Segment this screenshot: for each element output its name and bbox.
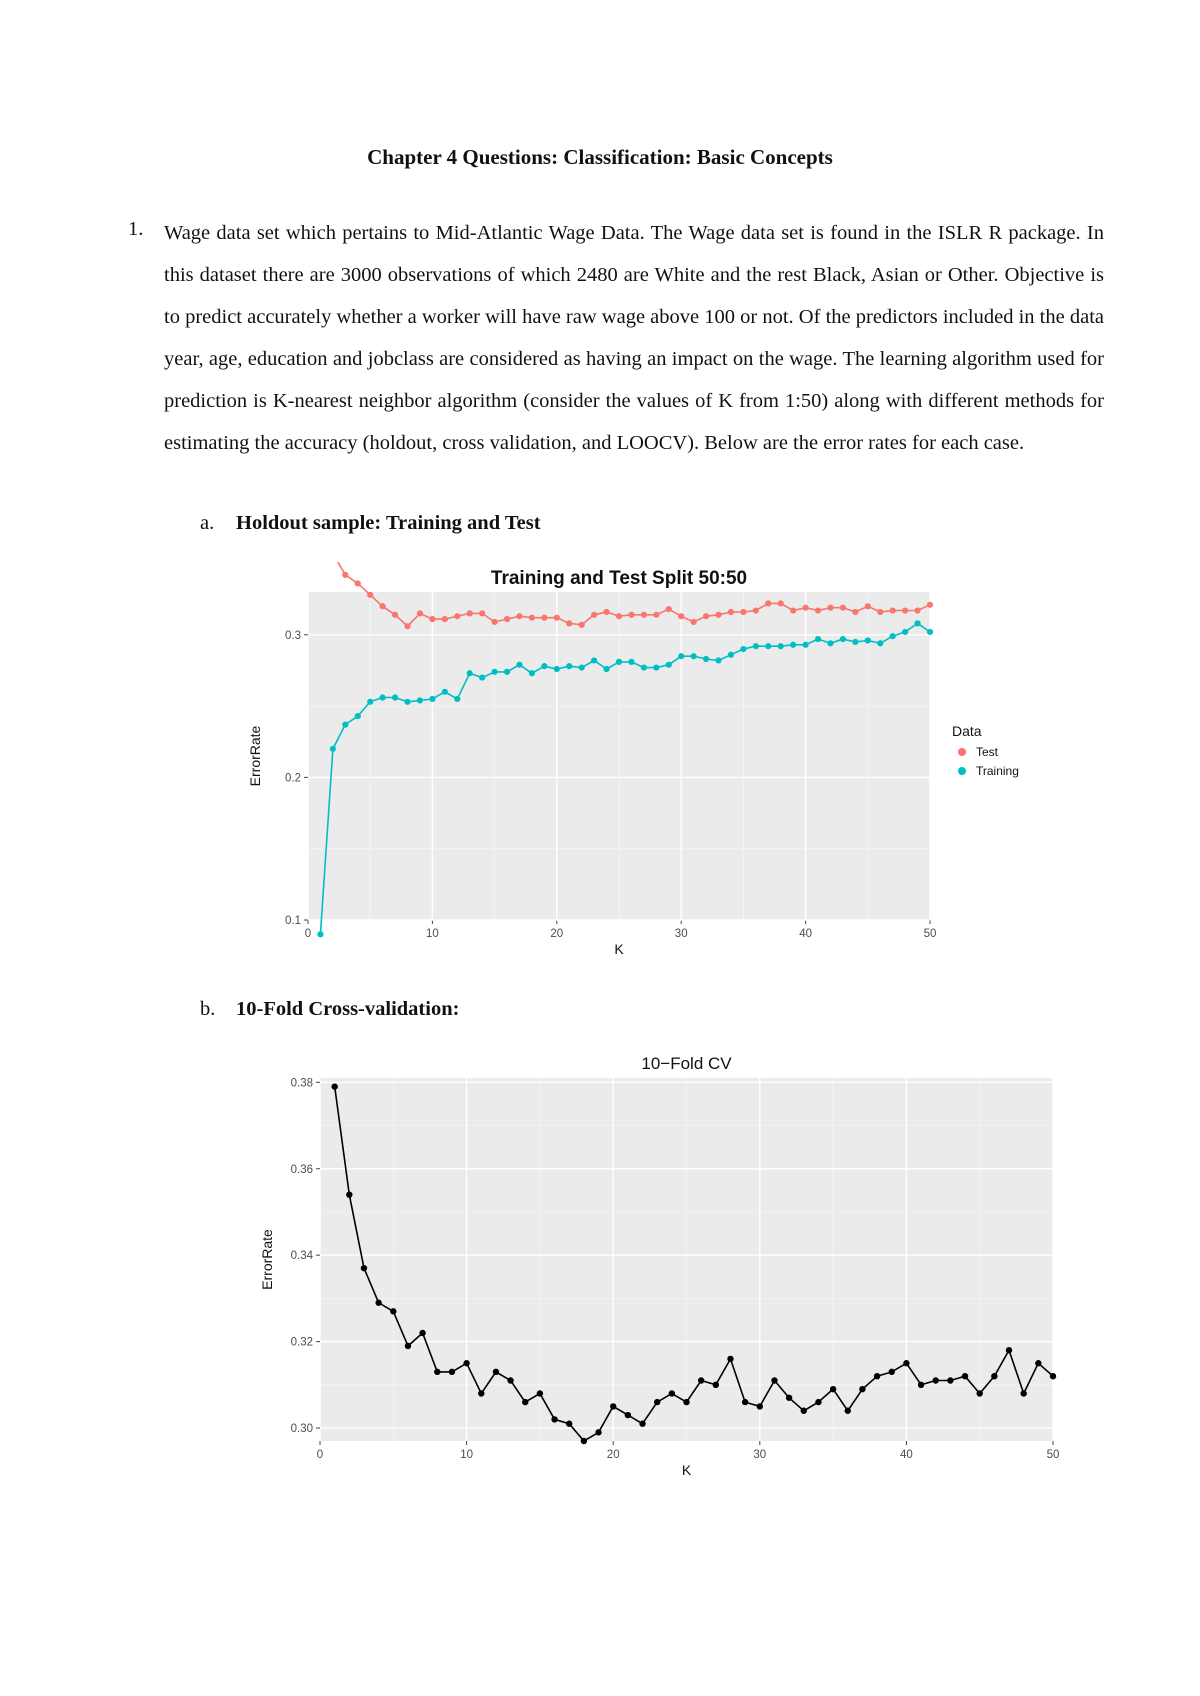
data-point-cv [654, 1399, 660, 1405]
data-point-cv [742, 1399, 748, 1405]
data-point-test [628, 612, 634, 618]
data-point-cv [390, 1308, 396, 1314]
x-tick-label: 20 [550, 928, 564, 940]
question-text: Wage data set which pertains to Mid-Atlantic Wage Data. The Wage data set is found in the ISLR R package. In this dataset there are 3000 observations of which 2480 are White and the rest Black, Asian or Other. Objective is to predict accurately whether a worker will have raw wage above 100 or not. Of the predictors included in the data year, age, education and jobclass are considered as having an impact on the wage. The learning algorithm used for prediction is K-nearest neighbor algorithm (consider the values of K from 1:50) along with different methods for estimating the accuracy (holdout, cross validation, and LOOCV). Below are the error rates for each case. [164, 222, 1104, 454]
data-point-cv [463, 1360, 469, 1366]
data-point-test [467, 610, 473, 616]
data-point-test [728, 609, 734, 615]
data-point-training [317, 931, 323, 937]
data-point-training [790, 642, 796, 648]
data-point-cv [537, 1390, 543, 1396]
data-point-training [803, 642, 809, 648]
data-point-training [529, 670, 535, 676]
data-point-test [902, 607, 908, 613]
data-point-cv [903, 1360, 909, 1366]
data-point-cv [918, 1382, 924, 1388]
data-point-test [492, 619, 498, 625]
data-point-training [579, 664, 585, 670]
y-tick-label: 0.30 [290, 1423, 313, 1436]
data-point-cv [566, 1421, 572, 1427]
x-tick-label: 50 [1046, 1449, 1060, 1461]
data-point-test [815, 607, 821, 613]
data-point-training [367, 699, 373, 705]
data-point-test [616, 613, 622, 619]
chart-title: Training and Test Split 50:50 [490, 568, 748, 589]
data-point-test [703, 613, 709, 619]
x-tick-label: 30 [674, 928, 688, 940]
data-point-cv [815, 1399, 821, 1405]
data-point-test [840, 605, 846, 611]
data-point-training [827, 640, 833, 646]
data-point-cv [947, 1377, 953, 1383]
data-point-training [454, 696, 460, 702]
data-point-cv [786, 1395, 792, 1401]
x-tick-label: 10 [460, 1449, 473, 1461]
data-point-training [330, 746, 336, 752]
data-point-training [678, 653, 684, 659]
data-point-cv [801, 1408, 807, 1414]
data-point-cv [507, 1377, 513, 1383]
data-point-training [703, 656, 709, 662]
data-point-test [554, 615, 560, 621]
data-point-training [691, 653, 697, 659]
data-point-cv [683, 1399, 689, 1405]
data-point-cv [375, 1300, 381, 1306]
data-point-test [678, 613, 684, 619]
data-point-test [454, 613, 460, 619]
data-point-test [342, 572, 348, 578]
data-point-cv [771, 1377, 777, 1383]
data-point-training [467, 670, 473, 676]
section-a-heading: Holdout sample: Training and Test [236, 512, 541, 534]
data-point-training [914, 620, 920, 626]
section-b-heading: 10-Fold Cross-validation: [236, 998, 460, 1020]
data-point-training [628, 659, 634, 665]
data-point-training [566, 663, 572, 669]
data-point-training [342, 722, 348, 728]
data-point-training [865, 637, 871, 643]
y-tick-label: 0.32 [290, 1336, 313, 1349]
x-tick-label: 10 [426, 928, 439, 940]
legend-title: Data [952, 723, 982, 739]
data-point-cv [639, 1421, 645, 1427]
x-tick-label: 30 [753, 1449, 767, 1461]
data-point-test [827, 605, 833, 611]
data-point-training [778, 643, 784, 649]
data-point-test [753, 607, 759, 613]
holdout-chart [240, 562, 1080, 962]
data-point-test [541, 615, 547, 621]
data-point-cv [874, 1373, 880, 1379]
data-point-cv [669, 1390, 675, 1396]
data-point-training [641, 664, 647, 670]
data-point-training [504, 669, 510, 675]
data-point-training [603, 666, 609, 672]
legend-label-training: Training [976, 764, 1019, 778]
data-point-test [740, 609, 746, 615]
data-point-training [392, 694, 398, 700]
data-point-cv [581, 1438, 587, 1444]
data-point-training [355, 713, 361, 719]
data-point-test [927, 602, 933, 608]
y-tick-label: 0.3 [285, 629, 301, 642]
data-point-training [591, 657, 597, 663]
data-point-cv [346, 1191, 352, 1197]
data-point-cv [434, 1369, 440, 1375]
data-point-cv [331, 1083, 337, 1089]
y-axis-label: ErrorRate [247, 725, 263, 787]
chart-title: 10−Fold CV [641, 1054, 732, 1073]
question-number: 1. [128, 218, 144, 240]
data-point-test [715, 612, 721, 618]
data-point-training [442, 689, 448, 695]
data-point-cv [551, 1416, 557, 1422]
data-point-cv [859, 1386, 865, 1392]
y-axis-label: ErrorRate [259, 1229, 275, 1290]
data-point-cv [493, 1369, 499, 1375]
data-point-training [380, 694, 386, 700]
y-tick-label: 0.1 [285, 915, 301, 927]
data-point-test [504, 616, 510, 622]
data-point-cv [991, 1373, 997, 1379]
data-point-training [666, 662, 672, 668]
data-point-test [591, 612, 597, 618]
data-point-test [852, 609, 858, 615]
data-point-test [380, 603, 386, 609]
data-point-cv [845, 1408, 851, 1414]
data-point-training [429, 696, 435, 702]
data-point-test [877, 609, 883, 615]
data-point-cv [889, 1369, 895, 1375]
legend-label-test: Test [976, 745, 999, 759]
data-point-test [367, 592, 373, 598]
cv-chart [230, 1045, 1080, 1495]
data-point-training [740, 646, 746, 652]
data-point-training [852, 639, 858, 645]
x-tick-label: 50 [923, 928, 937, 940]
data-point-cv [405, 1343, 411, 1349]
legend-key-training [958, 767, 966, 775]
data-point-test [790, 607, 796, 613]
data-point-test [529, 615, 535, 621]
data-point-training [815, 636, 821, 642]
data-point-test [516, 613, 522, 619]
legend-key-test [958, 748, 966, 756]
data-point-test [865, 603, 871, 609]
data-point-test [890, 607, 896, 613]
data-point-cv [933, 1377, 939, 1383]
x-tick-label: 20 [606, 1449, 620, 1461]
data-point-training [479, 674, 485, 680]
x-axis-label: K [681, 1462, 692, 1478]
data-point-test [641, 612, 647, 618]
data-point-test [691, 619, 697, 625]
data-point-cv [727, 1356, 733, 1362]
data-point-training [902, 629, 908, 635]
data-point-training [541, 663, 547, 669]
data-point-cv [757, 1403, 763, 1409]
data-point-training [890, 633, 896, 639]
data-point-cv [361, 1265, 367, 1271]
data-point-training [417, 697, 423, 703]
data-point-test [666, 606, 672, 612]
y-tick-label: 0.38 [290, 1077, 313, 1090]
data-point-test [914, 607, 920, 613]
y-tick-label: 0.36 [290, 1163, 313, 1176]
data-point-cv [698, 1377, 704, 1383]
data-point-cv [478, 1390, 484, 1396]
data-point-test [355, 580, 361, 586]
data-point-training [554, 666, 560, 672]
data-point-test [429, 616, 435, 622]
data-point-training [516, 662, 522, 668]
data-point-test [404, 623, 410, 629]
data-point-cv [610, 1403, 616, 1409]
data-point-cv [1006, 1347, 1012, 1353]
section-a-label: a. [200, 512, 215, 534]
data-point-cv [977, 1390, 983, 1396]
data-point-training [753, 643, 759, 649]
data-point-cv [1035, 1360, 1041, 1366]
data-point-cv [962, 1373, 968, 1379]
x-tick-label: 0 [316, 1449, 324, 1461]
data-point-training [404, 699, 410, 705]
data-point-training [616, 659, 622, 665]
data-point-cv [522, 1399, 528, 1405]
page-title: Chapter 4 Questions: Classification: Basic Concepts [367, 145, 833, 169]
x-axis-label: K [614, 941, 624, 957]
data-point-training [653, 664, 659, 670]
data-point-training [840, 636, 846, 642]
data-point-test [579, 622, 585, 628]
data-point-test [392, 612, 398, 618]
y-tick-label: 0.2 [285, 772, 301, 785]
data-point-cv [830, 1386, 836, 1392]
data-point-cv [1050, 1373, 1056, 1379]
data-point-test [566, 620, 572, 626]
section-b-label: b. [200, 998, 216, 1020]
x-tick-label: 0 [304, 928, 312, 940]
data-point-cv [449, 1369, 455, 1375]
data-point-training [715, 657, 721, 663]
data-point-test [778, 600, 784, 606]
data-point-test [442, 616, 448, 622]
data-point-test [653, 612, 659, 618]
y-tick-label: 0.34 [290, 1250, 313, 1263]
data-point-test [603, 609, 609, 615]
data-point-cv [419, 1330, 425, 1336]
data-point-test [803, 605, 809, 611]
data-point-training [765, 643, 771, 649]
data-point-training [492, 669, 498, 675]
x-tick-label: 40 [900, 1449, 913, 1461]
data-point-test [417, 610, 423, 616]
data-point-training [927, 629, 933, 635]
x-tick-label: 40 [799, 928, 812, 940]
data-point-test [765, 600, 771, 606]
data-point-cv [713, 1382, 719, 1388]
data-point-training [877, 640, 883, 646]
data-point-cv [1020, 1390, 1026, 1396]
data-point-test [479, 610, 485, 616]
data-point-training [728, 652, 734, 658]
data-point-cv [625, 1412, 631, 1418]
data-point-cv [595, 1429, 601, 1435]
